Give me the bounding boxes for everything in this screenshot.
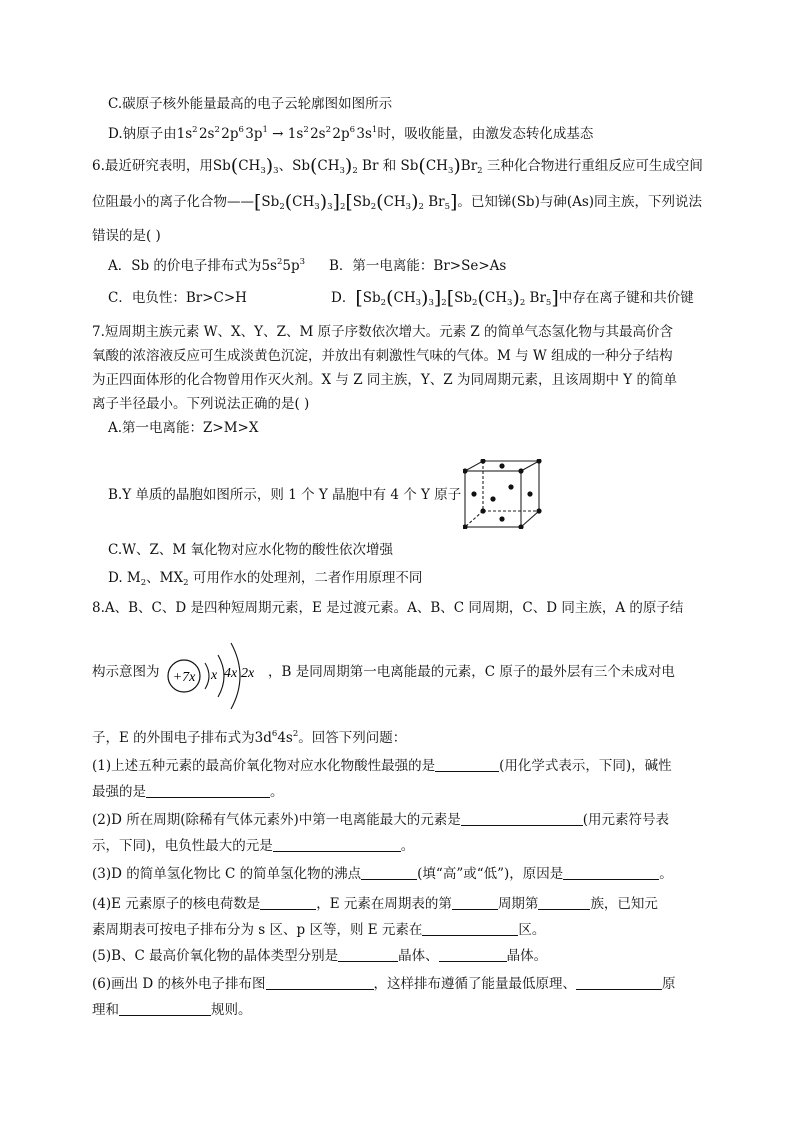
q8-stem-line3: 子，E 的外围电子排布式为$3d^64s^2$。回答下列问题： bbox=[92, 729, 407, 746]
unit-cell-figure bbox=[463, 459, 547, 529]
q8-part5: (5)B、C 最高价氧化物的晶体类型分别是 晶体、 晶体。 bbox=[92, 948, 548, 964]
shell-3-electrons: 2x bbox=[241, 666, 255, 681]
q8-part1-cont: 最强的是 。 bbox=[92, 784, 284, 800]
q8-stem-line2b: ，B 是同周期第一电离能最的元素，C 原子的最外层有三个未成对电 bbox=[268, 664, 675, 680]
atom bbox=[499, 516, 504, 521]
q7-stem-line3: 为正四面体形的化合物曾用作灭火剂。X 与 Z 同主族，Y、Z 为同周期元素，且该周期中 Y 的简单 bbox=[92, 372, 677, 388]
q8-stem-line1: 8.A、B、C、D 是四种短周期元素，E 是过渡元素。A、B、C 同周期，C、D 同主族，A 的原子结 bbox=[92, 600, 684, 616]
atom bbox=[536, 508, 541, 513]
q8-stem-line2a: 构示意图为 bbox=[92, 664, 160, 680]
answer-blank[interactable] bbox=[266, 975, 374, 990]
q6-stem-line2: 位阻最小的离子化合物$——[Sb_2(CH_3)_3]_2[Sb_2(CH_3)_2$ $Br_5$]。已知锑(Sb)与砷(As)同主族，下列说法 bbox=[92, 191, 703, 213]
q6-stem-line3: 错误的是( ) bbox=[92, 228, 161, 244]
q7-stem-line2: 氧酸的浓溶液反应可生成淡黄色沉淀，并放出有刺激性气味的气体。M 与 W 组成的一种分子结构 bbox=[92, 348, 673, 364]
answer-blank[interactable] bbox=[273, 837, 401, 852]
answer-blank[interactable] bbox=[439, 947, 507, 962]
q8-part1: (1)上述五种元素的最高价氧化物对应水化物酸性最强的是 (用化学式表示，下同)，碱性 bbox=[92, 758, 672, 774]
q7-option-b: B.Y 单质的晶胞如图所示，则 1 个 Y 晶胞中有 4 个 Y 原子 bbox=[108, 487, 462, 503]
atom bbox=[463, 468, 468, 473]
answer-blank[interactable] bbox=[146, 783, 270, 798]
answer-blank[interactable] bbox=[452, 895, 498, 910]
q7-option-a: A.第一电离能：Z>M>X bbox=[108, 420, 259, 436]
atom bbox=[508, 484, 513, 489]
q8-part6-cont: 理和 规则。 bbox=[92, 1002, 252, 1018]
answer-blank[interactable] bbox=[461, 811, 583, 826]
atom bbox=[499, 463, 504, 468]
answer-blank[interactable] bbox=[422, 921, 518, 936]
answer-blank[interactable] bbox=[538, 895, 590, 910]
q8-part6: (6)画出 D 的核外电子排布图 ，这样排布遵循了能量最低原理、 原 bbox=[92, 976, 676, 992]
shell-2-electrons: 4x bbox=[224, 666, 238, 681]
q6-option-d: D．$[Sb_2(CH_3)_3]_2[Sb_2(CH_3)_2$ $Br_5$]中存在离子键和共价键 bbox=[331, 287, 694, 309]
answer-blank[interactable] bbox=[260, 895, 316, 910]
shell-arc-1 bbox=[205, 663, 209, 689]
q7-stem-line1: 7.短周期主族元素 W、X、Y、Z、M 原子序数依次增大。元素 Z 的简单气态氢化物与其最高价含 bbox=[92, 324, 674, 340]
atom bbox=[527, 491, 532, 496]
answer-blank[interactable] bbox=[435, 757, 499, 772]
nucleus-charge: +7x bbox=[172, 670, 196, 685]
atom bbox=[518, 468, 523, 473]
q6-option-b: B．第一电离能：Br>Se>As bbox=[329, 258, 507, 274]
q8-part2-cont: 示，下同)，电负性最大的元是 。 bbox=[92, 838, 415, 854]
q6-option-c: C．电负性：Br>C>H bbox=[108, 290, 247, 306]
q5-option-d: D.钠原子由$1s^2$ $2s^2$ $2p^6$ $3p^1 \to 1s^2$ $2s^2$ $2p^6$ $3s^1$时，吸收能量，由激发态转化成基态 bbox=[108, 125, 594, 142]
q6-option-a: A．Sb 的价电子排布式为$5s^25p^3$ bbox=[108, 257, 306, 274]
atomic-structure-diagram bbox=[165, 635, 265, 717]
atom bbox=[490, 496, 495, 501]
shell-1-electrons: x bbox=[211, 668, 218, 683]
atom bbox=[480, 508, 485, 513]
answer-blank[interactable] bbox=[563, 865, 659, 880]
answer-blank[interactable] bbox=[119, 1001, 211, 1016]
q5-option-c: C.碳原子核外能量最高的电子云轮廓图如图所示 bbox=[108, 96, 393, 112]
atom bbox=[480, 459, 485, 464]
q8-part4: (4)E 元素原子的核电荷数是 ，E 元素在周期表的第 周期第 族，已知元 bbox=[92, 896, 658, 912]
q6-stem-line1: 6.最近研究表明，用$Sb(CH_3)_3$、$Sb(CH_3)_2$ Br 和 $Sb(CH_3)Br_2$ 三种化合物进行重组反应可生成空间 bbox=[92, 155, 703, 177]
answer-blank[interactable] bbox=[576, 975, 662, 990]
answer-blank[interactable] bbox=[338, 947, 398, 962]
answer-blank[interactable] bbox=[361, 865, 417, 880]
q7-stem-line4: 离子半径最小。下列说法正确的是( ) bbox=[92, 396, 310, 412]
atom bbox=[471, 491, 476, 496]
q8-part2: (2)D 所在周期(除稀有气体元素外)中第一电离能最大的元素是 (用元素符号表 bbox=[92, 812, 670, 828]
atom bbox=[536, 459, 541, 464]
q7-option-d: D. $M_2$、$MX_2$ 可用作水的处理剂，二者作用原理不同 bbox=[108, 570, 423, 588]
q8-part4-cont: 素周期表可按电子排布分为 s 区、p 区等，则 E 元素在 区。 bbox=[92, 922, 546, 938]
q8-part3: (3)D 的简单氢化物比 C 的简单氢化物的沸点 (填“高”或“低”)，原因是 。 bbox=[92, 866, 673, 882]
q7-option-c: C.W、Z、M 氧化物对应水化物的酸性依次增强 bbox=[108, 542, 394, 558]
